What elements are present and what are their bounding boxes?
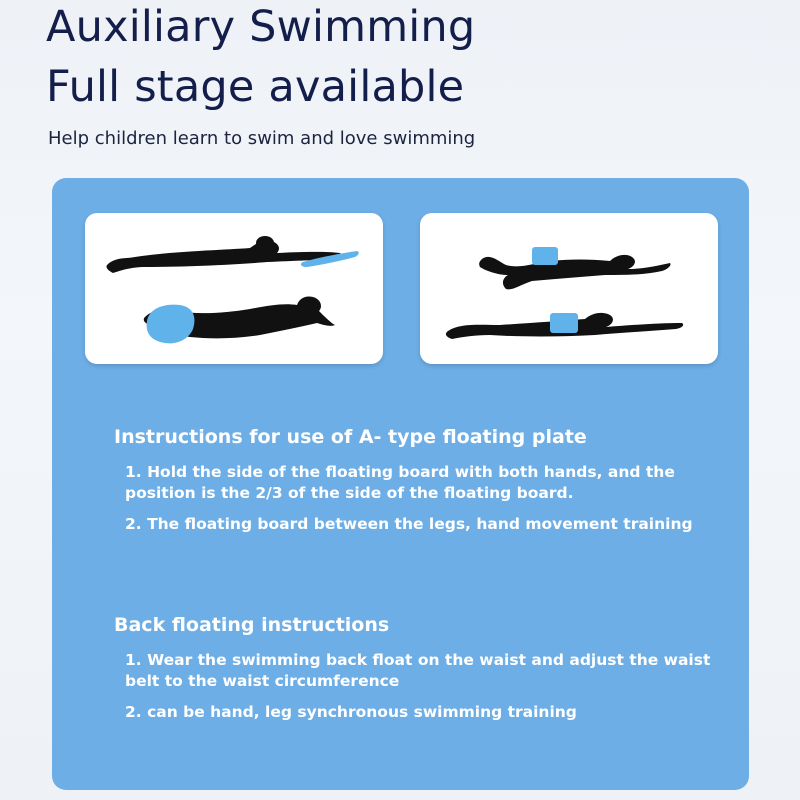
section-heading: Back floating instructions xyxy=(114,614,390,636)
page-subtitle: Help children learn to swim and love swimming xyxy=(48,128,476,149)
page-title-line-1: Auxiliary Swimming xyxy=(46,2,476,52)
instruction-item: 2. The floating board between the legs, hand movement training xyxy=(125,515,693,533)
kickboard-swimmers-icon xyxy=(85,213,383,364)
page-title-line-2: Full stage available xyxy=(46,62,465,112)
back-float-instructions xyxy=(114,614,714,733)
kickboard-illustration-card xyxy=(85,213,383,364)
a-type-plate-instructions xyxy=(114,426,714,545)
back-float-swimmers-icon xyxy=(420,213,718,364)
section-heading: Instructions for use of A- type floating plate xyxy=(114,426,587,448)
instruction-item: 2. can be hand, leg synchronous swimming training xyxy=(125,703,577,721)
instruction-item: 1. Hold the side of the floating board with both hands, and the position is the 2/3 of the side of the floating board. xyxy=(125,463,675,502)
instruction-item: 1. Wear the swimming back float on the waist and adjust the waist belt to the waist circumference xyxy=(125,651,711,690)
instructions-panel xyxy=(52,178,749,790)
hero-header xyxy=(46,0,766,170)
back-float-illustration-card xyxy=(420,213,718,364)
